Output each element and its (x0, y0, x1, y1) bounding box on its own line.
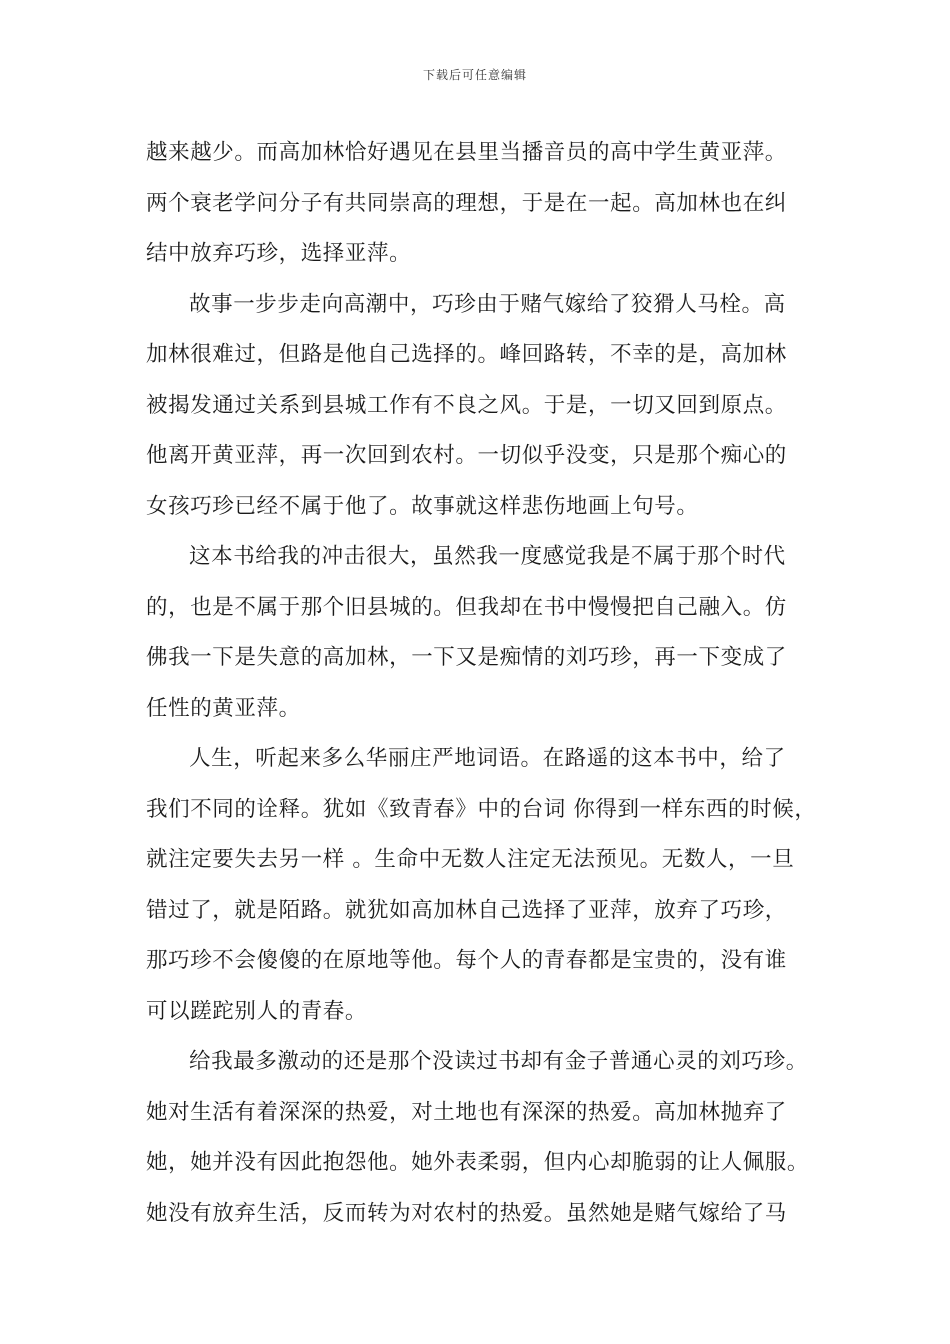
text-line: 我们不同的诠释。犹如《致青春》中的台词 你得到一样东西的时候， (146, 796, 817, 822)
text-line: 越来越少。而高加林恰好遇见在县里当播音员的高中学生黄亚萍。 (146, 140, 787, 165)
paragraph-first-line: 故事一步步走向高潮中，巧珍由于赌气嫁给了狡猾人马栓。高 (189, 291, 786, 317)
text-line: 错过了，就是陌路。就犹如高加林自己选择了亚萍，放弃了巧珍， (146, 897, 787, 923)
text-line: 的，也是不属于那个旧县城的。但我却在书中慢慢把自己融入。仿 (146, 594, 787, 620)
text-line: 被揭发通过关系到县城工作有不良之风。于是，一切又回到原点。 (146, 392, 787, 418)
text-line: 女孩巧珍已经不属于他了。故事就这样悲伤地画上句号。 (146, 493, 699, 519)
text-line: 她，她并没有因此抱怨他。她外表柔弱，但内心却脆弱的让人佩服。 (146, 1150, 810, 1175)
text-line: 可以蹉跎别人的青春。 (146, 998, 368, 1024)
paragraph-first-line: 给我最多激动的还是那个没读过书却有金子普通心灵的刘巧珍。 (189, 1049, 808, 1074)
text-line: 任性的黄亚萍。 (146, 695, 301, 721)
page-header-note: 下载后可任意编辑 (422, 68, 527, 82)
paragraph-first-line: 人生，听起来多么华丽庄严地词语。在路遥的这本书中，给了 (189, 746, 786, 771)
text-line: 他离开黄亚萍，再一次回到农村。一切似乎没变，只是那个痴心的 (146, 443, 787, 468)
text-line: 加林很难过，但路是他自己选择的。峰回路转，不幸的是，高加林 (146, 342, 787, 367)
document-body (146, 128, 816, 1239)
paragraph-first-line: 这本书给我的冲击很大，虽然我一度感觉我是不属于那个时代 (189, 544, 786, 569)
text-line: 两个衰老学问分子有共同崇高的理想，于是在一起。高加林也在纠 (146, 190, 787, 216)
text-line: 佛我一下是失意的高加林，一下又是痴情的刘巧珍，再一下变成了 (146, 645, 787, 670)
text-line: 结中放弃巧珍，选择亚萍。 (146, 241, 412, 266)
text-line: 就注定要失去另一样 。生命中无数人注定无法预见。无数人，一旦 (146, 847, 795, 872)
text-line: 那巧珍不会傻傻的在原地等他。每个人的青春都是宝贵的，没有谁 (146, 948, 787, 973)
text-line: 她对生活有着深深的热爱，对土地也有深深的热爱。高加林抛弃了 (146, 1099, 787, 1125)
text-line: 她没有放弃生活，反而转为对农村的热爱。虽然她是赌气嫁给了马 (146, 1200, 787, 1226)
